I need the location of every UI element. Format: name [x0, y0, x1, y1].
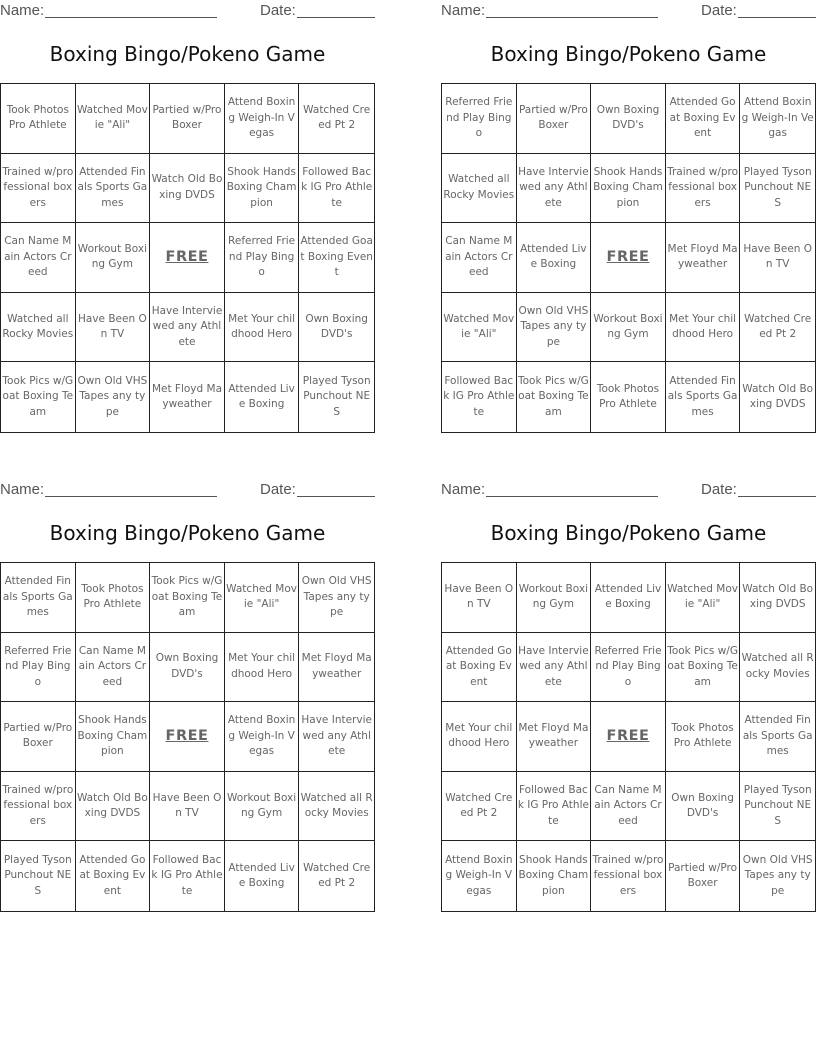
bingo-cell: Met Your childhood Hero [666, 293, 741, 363]
free-space-cell: FREE [150, 223, 225, 293]
bingo-cell: Attended Goat Boxing Event [442, 633, 517, 703]
card-header [441, 479, 816, 501]
bingo-cell: Partied w/Pro Boxer [517, 84, 592, 154]
bingo-cell: Have Interviewed any Athlete [150, 293, 225, 363]
date-label: Date: [260, 2, 296, 19]
bingo-cell: Watched all Rocky Movies [1, 293, 76, 363]
bingo-cell: Followed Back IG Pro Athlete [150, 841, 225, 911]
name-label: Name: [0, 481, 45, 498]
bingo-cell: Shook Hands Boxing Champion [76, 702, 151, 772]
bingo-cell: Attended Goat Boxing Event [299, 223, 374, 293]
bingo-cell: Took Photos Pro Athlete [591, 362, 666, 432]
name-blank [486, 496, 658, 497]
date-label: Date: [701, 2, 737, 19]
bingo-cell: Own Old VHS Tapes any type [742, 853, 813, 897]
bingo-cell: Attended Finals Sports Games [76, 154, 151, 224]
bingo-cell: Attended Live Boxing [591, 563, 666, 633]
bingo-cell: Took Pics w/Goat Boxing Team [517, 362, 592, 432]
bingo-cell: Attended Live Boxing [225, 362, 300, 432]
bingo-cell: Trained w/professional boxers [1, 154, 76, 224]
date-blank [738, 496, 816, 497]
bingo-cell: Have Interviewed any Athlete [517, 154, 592, 224]
card-title: Boxing Bingo/Pokeno Game [490, 42, 767, 66]
bingo-cell: Attend Boxing Weigh-In Vegas [225, 702, 300, 772]
bingo-cell: Shook Hands Boxing Champion [591, 154, 666, 224]
bingo-cell: Attended Live Boxing [225, 841, 300, 911]
bingo-cell: Took Photos Pro Athlete [666, 702, 741, 772]
bingo-cell: Watched Movie "Ali" [666, 563, 741, 633]
bingo-cell: Partied w/Pro Boxer [150, 84, 225, 154]
card-title: Boxing Bingo/Pokeno Game [490, 521, 767, 545]
card-header [0, 479, 375, 501]
bingo-cell: Workout Boxing Gym [76, 223, 151, 293]
card-title: Boxing Bingo/Pokeno Game [49, 521, 326, 545]
name-label: Name: [0, 2, 45, 19]
bingo-cell: Attended Goat Boxing Event [76, 841, 151, 911]
bingo-cell: Took Pics w/Goat Boxing Team [666, 633, 741, 703]
free-space-cell: FREE [591, 702, 666, 772]
bingo-cell: Partied w/Pro Boxer [666, 841, 741, 911]
bingo-cell: Trained w/professional boxers [591, 841, 666, 911]
bingo-cell: Played Tyson Punchout NES [740, 154, 815, 224]
bingo-cell: Attended Finals Sports Games [666, 362, 741, 432]
name-blank [45, 496, 217, 497]
bingo-cell: Watched Creed Pt 2 [740, 293, 815, 363]
bingo-cell: Watched Creed Pt 2 [303, 861, 371, 890]
card-header [441, 0, 816, 22]
bingo-cell: Shook Hands Boxing Champion [225, 154, 300, 224]
bingo-cell: Played Tyson Punchout NES [1, 841, 76, 911]
bingo-cell: Took Pics w/Goat Boxing Team [1, 362, 76, 432]
bingo-cell: Have Been On TV [442, 563, 517, 633]
bingo-cell: Met Floyd Mayweather [150, 362, 225, 432]
bingo-cell: Followed Back IG Pro Athlete [442, 362, 517, 432]
name-blank [45, 17, 217, 18]
bingo-cell: Can Name Main Actors Creed [1, 223, 76, 293]
bingo-cell: Took Photos Pro Athlete [1, 84, 76, 154]
date-label: Date: [701, 481, 737, 498]
bingo-grid [0, 562, 375, 912]
bingo-cell: Watch Old Boxing DVDS [150, 154, 225, 224]
bingo-cell: Met Floyd Mayweather [666, 223, 741, 293]
bingo-cell: Watched all Rocky Movies [740, 633, 815, 703]
name-label: Name: [441, 2, 486, 19]
bingo-cell: Followed Back IG Pro Athlete [517, 772, 592, 842]
card-header [0, 0, 375, 22]
bingo-cell: Trained w/professional boxers [1, 772, 76, 842]
bingo-cell: Followed Back IG Pro Athlete [299, 154, 374, 224]
bingo-cell: Have Been On TV [150, 772, 225, 842]
bingo-cell: Met Your childhood Hero [225, 633, 300, 703]
bingo-cell: Attended Goat Boxing Event [666, 84, 741, 154]
bingo-cell: Attend Boxing Weigh-In Vegas [442, 841, 517, 911]
date-blank [297, 17, 375, 18]
bingo-grid [441, 562, 816, 912]
bingo-cell: Met Floyd Mayweather [517, 702, 592, 772]
bingo-cell: Partied w/Pro Boxer [1, 702, 76, 772]
bingo-cell: Own Boxing DVD's [299, 293, 374, 363]
bingo-cell: Played Tyson Punchout NES [302, 374, 371, 418]
bingo-cell: Attend Boxing Weigh-In Vegas [225, 84, 300, 154]
bingo-cell: Played Tyson Punchout NES [740, 772, 815, 842]
card-title: Boxing Bingo/Pokeno Game [49, 42, 326, 66]
bingo-cell: Watched all Rocky Movies [299, 772, 374, 842]
name-blank [486, 17, 658, 18]
bingo-cell: Took Pics w/Goat Boxing Team [150, 563, 225, 633]
bingo-cell: Can Name Main Actors Creed [442, 223, 517, 293]
bingo-cell: Own Old VHS Tapes any type [517, 293, 592, 363]
bingo-cell: Attended Finals Sports Games [1, 563, 76, 633]
bingo-cell: Have Interviewed any Athlete [517, 633, 592, 703]
bingo-cell: Watch Old Boxing DVDS [740, 563, 815, 633]
date-label: Date: [260, 481, 296, 498]
free-space-cell: FREE [591, 223, 666, 293]
bingo-cell: Watched all Rocky Movies [442, 154, 517, 224]
bingo-cell: Referred Friend Play Bingo [591, 633, 666, 703]
bingo-cell: Met Floyd Mayweather [299, 633, 374, 703]
free-space-cell: FREE [150, 702, 225, 772]
date-blank [738, 17, 816, 18]
bingo-cell: Own Boxing DVD's [150, 633, 225, 703]
bingo-cell: Workout Boxing Gym [591, 293, 666, 363]
bingo-cell: Workout Boxing Gym [225, 772, 300, 842]
bingo-cell: Watched Movie "Ali" [442, 293, 517, 363]
bingo-cell: Watched Movie "Ali" [225, 563, 300, 633]
bingo-cell: Met Your childhood Hero [225, 293, 300, 363]
bingo-cell: Have Been On TV [76, 293, 151, 363]
bingo-cell: Watched Movie "Ali" [76, 84, 151, 154]
bingo-grid [0, 83, 375, 433]
bingo-cell: Attended Finals Sports Games [740, 702, 815, 772]
name-label: Name: [441, 481, 486, 498]
bingo-cell: Attend Boxing Weigh-In Vegas [740, 84, 815, 154]
bingo-cell: Trained w/professional boxers [666, 154, 741, 224]
bingo-cell: Watched Creed Pt 2 [299, 84, 374, 154]
bingo-cell: Have Interviewed any Athlete [299, 702, 374, 772]
bingo-cell: Watch Old Boxing DVDS [76, 772, 151, 842]
bingo-grid [441, 83, 816, 433]
bingo-cell: Can Name Main Actors Creed [591, 772, 666, 842]
bingo-cell: Workout Boxing Gym [517, 563, 592, 633]
bingo-cell: Can Name Main Actors Creed [76, 633, 151, 703]
bingo-cell: Shook Hands Boxing Champion [517, 841, 592, 911]
bingo-cell: Own Boxing DVD's [591, 84, 666, 154]
bingo-cell: Own Old VHS Tapes any type [76, 362, 151, 432]
bingo-cell: Referred Friend Play Bingo [1, 633, 76, 703]
bingo-cell: Attended Live Boxing [517, 223, 592, 293]
bingo-cell: Watched Creed Pt 2 [442, 772, 517, 842]
bingo-cell: Referred Friend Play Bingo [225, 223, 300, 293]
bingo-cell: Own Boxing DVD's [666, 772, 741, 842]
bingo-cell: Referred Friend Play Bingo [442, 84, 517, 154]
bingo-cell: Have Been On TV [740, 223, 815, 293]
bingo-cell: Own Old VHS Tapes any type [299, 563, 374, 633]
bingo-cell: Took Photos Pro Athlete [76, 563, 151, 633]
bingo-cell: Met Your childhood Hero [442, 702, 517, 772]
bingo-cell: Watch Old Boxing DVDS [742, 382, 814, 411]
date-blank [297, 496, 375, 497]
